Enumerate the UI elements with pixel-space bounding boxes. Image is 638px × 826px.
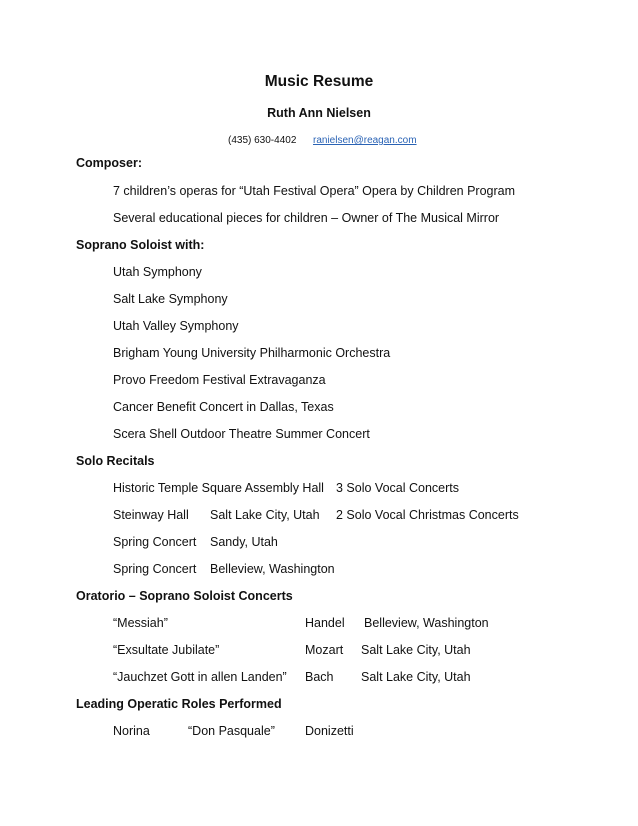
recital-location: Belleview, Washington xyxy=(210,562,335,576)
oratorio-work: “Jauchzet Gott in allen Landen” xyxy=(113,670,287,684)
phone-number: (435) 630-4402 xyxy=(228,135,297,146)
soloist-item: Cancer Benefit Concert in Dallas, Texas xyxy=(113,400,334,414)
oratorio-location: Salt Lake City, Utah xyxy=(361,670,471,684)
recitals-heading: Solo Recitals xyxy=(76,454,155,468)
soloist-item: Scera Shell Outdoor Theatre Summer Concert xyxy=(113,427,370,441)
opera-composer: Donizetti xyxy=(305,724,354,738)
recital-venue: Steinway Hall xyxy=(113,508,189,522)
recital-detail: 2 Solo Vocal Christmas Concerts xyxy=(336,508,519,522)
oratorio-heading: Oratorio – Soprano Soloist Concerts xyxy=(76,589,293,603)
opera-role: Norina xyxy=(113,724,150,738)
soloist-item: Salt Lake Symphony xyxy=(113,292,228,306)
recital-location: Salt Lake City, Utah xyxy=(210,508,320,522)
recital-venue: Historic Temple Square Assembly Hall xyxy=(113,481,324,495)
soloist-item: Brigham Young University Philharmonic Orchestra xyxy=(113,346,391,360)
oratorio-composer: Handel xyxy=(305,616,345,630)
soloist-item: Utah Symphony xyxy=(113,265,202,279)
soloist-item: Provo Freedom Festival Extravaganza xyxy=(113,373,326,387)
opera-title: “Don Pasquale” xyxy=(188,724,275,738)
oratorio-work: “Messiah” xyxy=(113,616,168,630)
composer-item: 7 children’s operas for “Utah Festival Opera” Opera by Children Program xyxy=(113,184,516,198)
oratorio-work: “Exsultate Jubilate” xyxy=(113,643,220,657)
recital-location: Sandy, Utah xyxy=(210,535,278,549)
recital-venue: Spring Concert xyxy=(113,535,197,549)
recital-detail: 3 Solo Vocal Concerts xyxy=(336,481,459,495)
person-name: Ruth Ann Nielsen xyxy=(267,106,371,120)
oratorio-location: Belleview, Washington xyxy=(364,616,489,630)
composer-heading: Composer: xyxy=(76,156,142,170)
soloist-item: Utah Valley Symphony xyxy=(113,319,239,333)
oratorio-composer: Bach xyxy=(305,670,334,684)
composer-item: Several educational pieces for children – Owner of The Musical Mirror xyxy=(113,211,500,225)
document-title: Music Resume xyxy=(264,73,374,90)
oratorio-location: Salt Lake City, Utah xyxy=(361,643,471,657)
oratorio-composer: Mozart xyxy=(305,643,344,657)
email-link[interactable]: ranielsen@reagan.com xyxy=(313,135,417,146)
soloist-heading: Soprano Soloist with: xyxy=(76,238,205,252)
recital-venue: Spring Concert xyxy=(113,562,197,576)
opera-heading: Leading Operatic Roles Performed xyxy=(76,697,282,711)
